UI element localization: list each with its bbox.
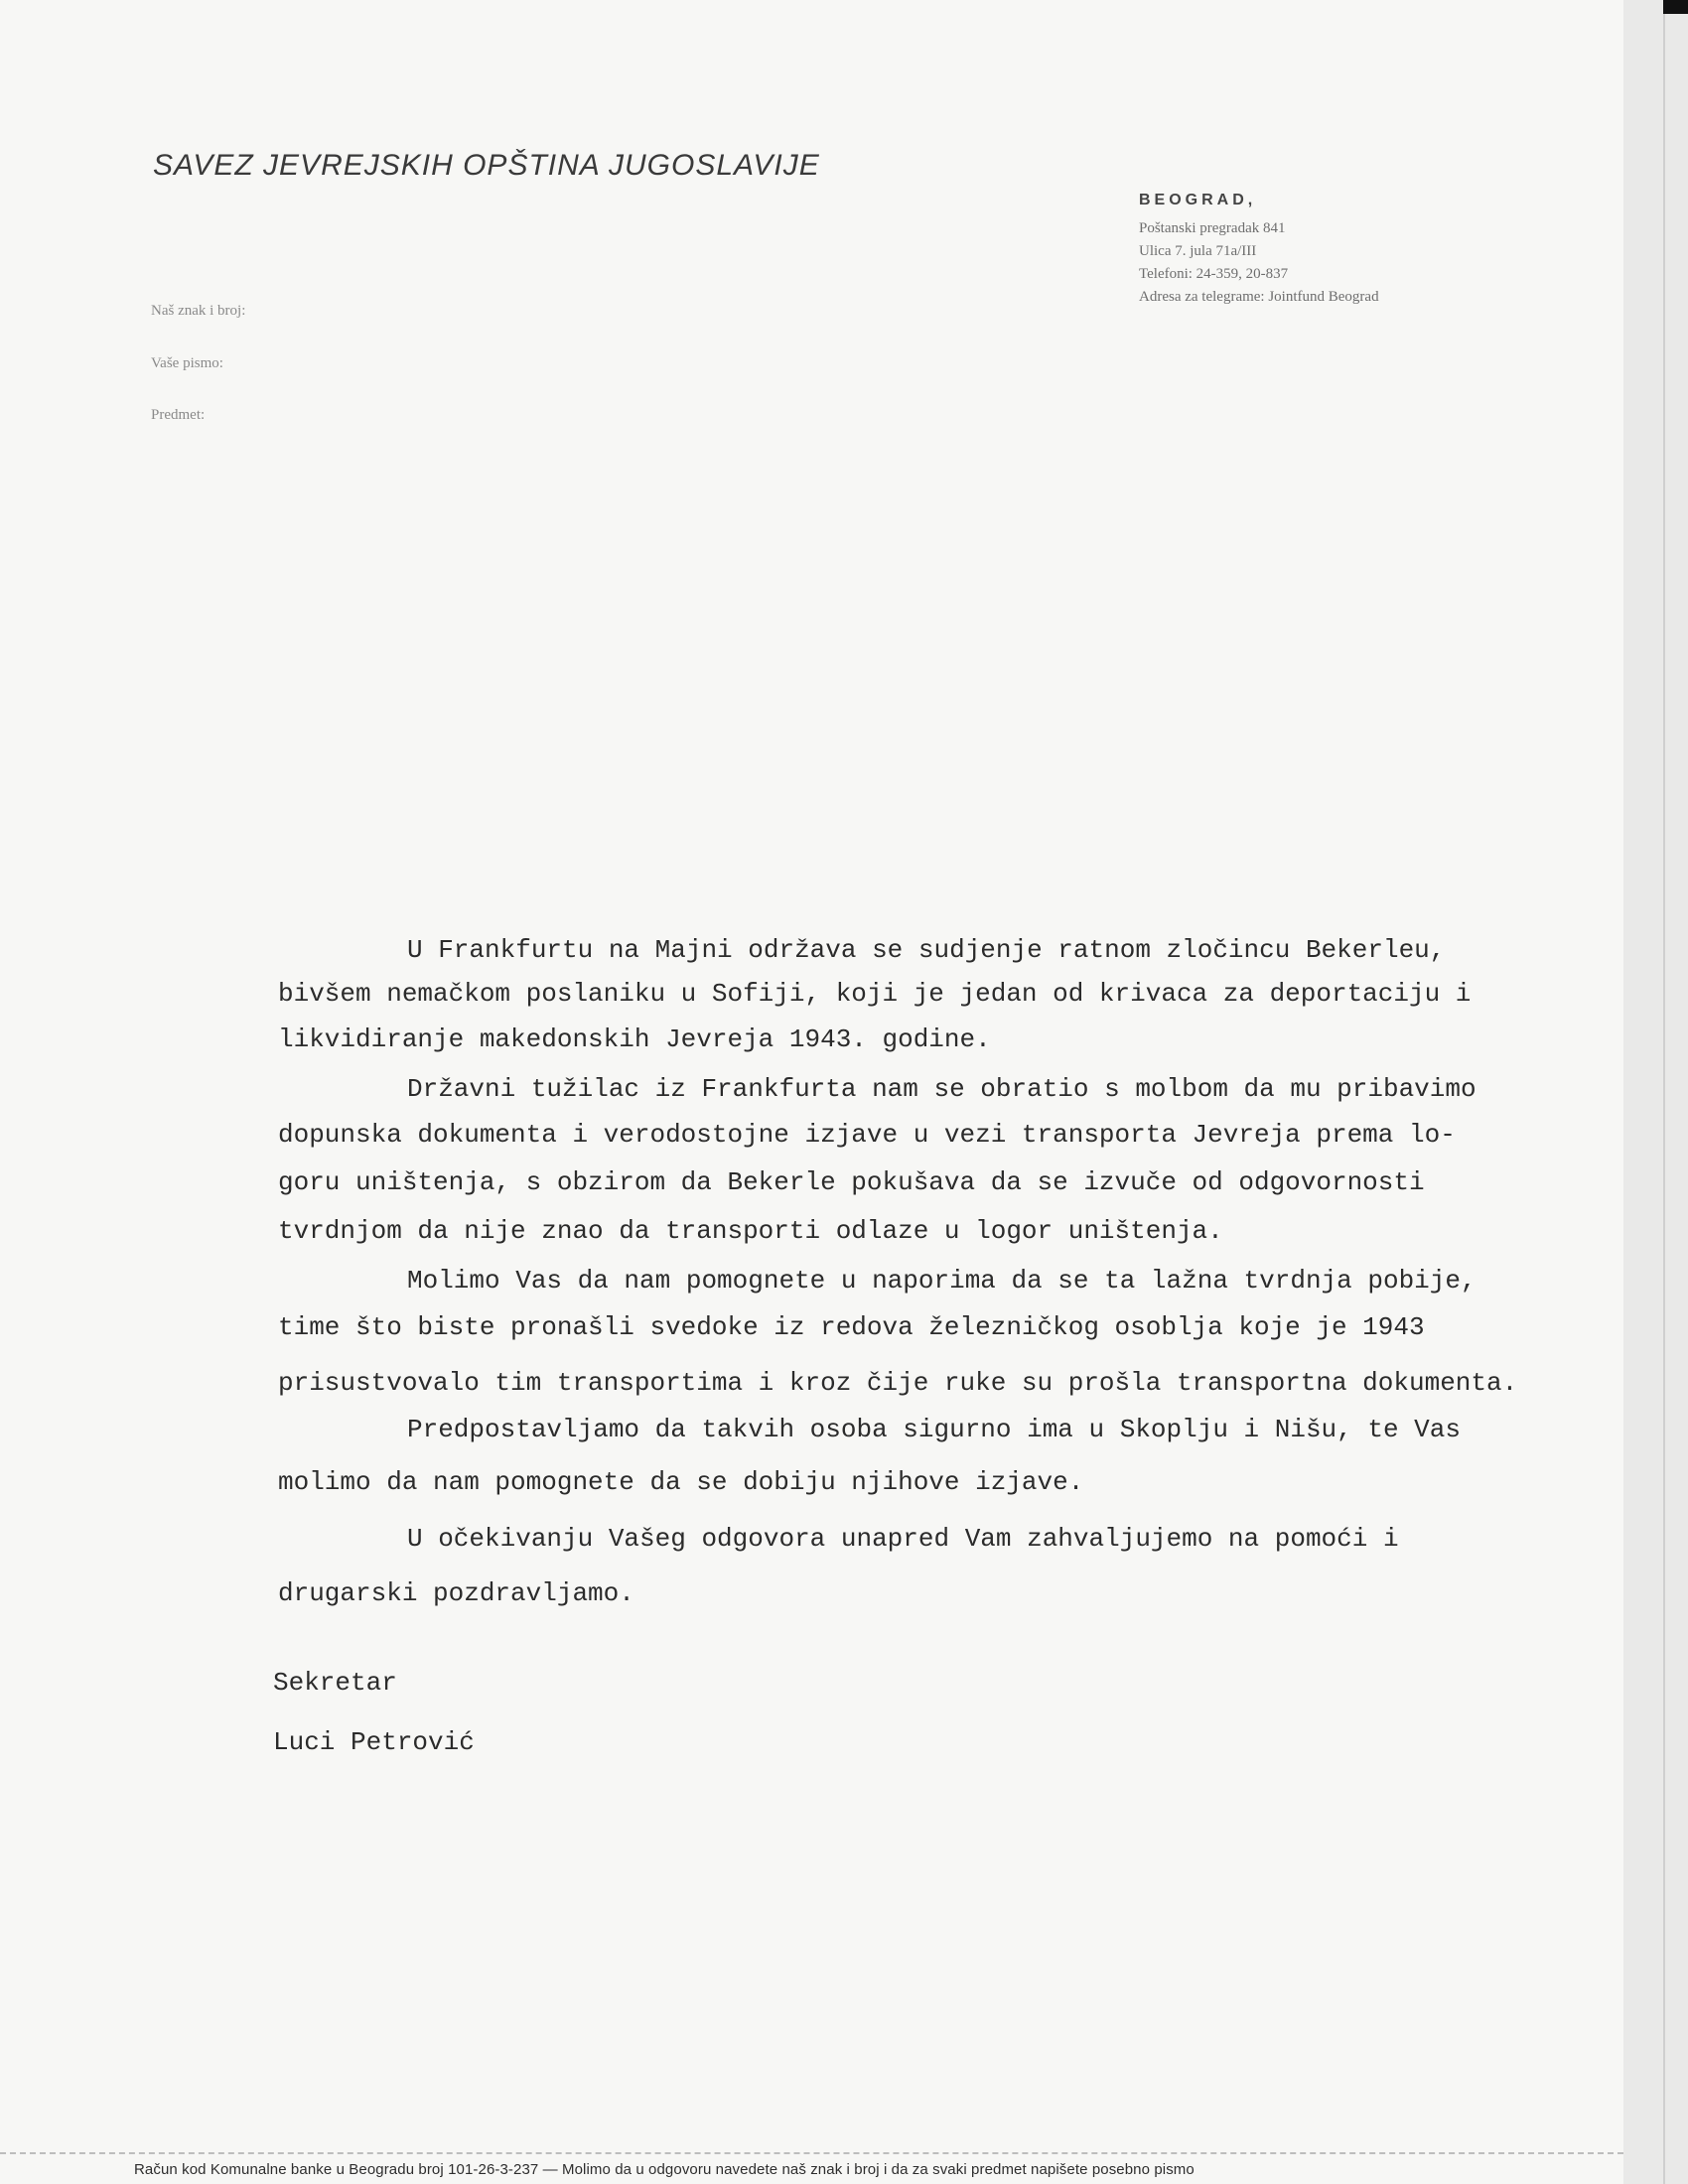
page-edge bbox=[1663, 0, 1665, 2184]
body-line: goru uništenja, s obzirom da Bekerle pokušava da se izvuče od odgovornosti bbox=[278, 1167, 1425, 1197]
address-line: Telefoni: 24-359, 20-837 bbox=[1139, 266, 1289, 282]
body-line: U očekivanju Vašeg odgovora unapred Vam zahvaljujemo na pomoći i bbox=[407, 1524, 1399, 1554]
body-line: molimo da nam pomognete da se dobiju njihove izjave. bbox=[278, 1467, 1084, 1497]
organization-name: SAVEZ JEVREJSKIH OPŠTINA JUGOSLAVIJE bbox=[153, 149, 820, 182]
subject-label: Predmet: bbox=[151, 407, 206, 423]
body-line: Molimo Vas da nam pomognete u naporima da se ta lažna tvrdnja pobije, bbox=[407, 1266, 1477, 1296]
city-name: BEOGRAD, bbox=[1139, 192, 1257, 208]
address-line: Adresa za telegrame: Jointfund Beograd bbox=[1139, 289, 1379, 305]
body-line: likvidiranje makedonskih Jevreja 1943. godine. bbox=[278, 1024, 991, 1054]
body-line: time što biste pronašli svedoke iz redova železničkog osoblja koje je 1943 bbox=[278, 1312, 1425, 1342]
reference-number-label: Naš znak i broj: bbox=[151, 303, 246, 319]
body-line: Državni tužilac iz Frankfurta nam se obratio s molbom da mu pribavimo bbox=[407, 1074, 1477, 1104]
body-line: drugarski pozdravljamo. bbox=[278, 1578, 634, 1608]
body-line: prisustvovalo tim transportima i kroz čije ruke su prošla transportna dokumenta. bbox=[278, 1368, 1518, 1398]
address-line: Ulica 7. jula 71a/III bbox=[1139, 243, 1257, 259]
scan-margin bbox=[1623, 0, 1688, 2184]
your-letter-label: Vaše pismo: bbox=[151, 355, 223, 371]
body-line: bivšem nemačkom poslaniku u Sofiji, koji je jedan od krivaca za deportaciju i bbox=[278, 979, 1472, 1009]
body-line: Predpostavljamo da takvih osoba sigurno ima u Skoplju i Nišu, te Vas bbox=[407, 1415, 1461, 1444]
footer-note: Račun kod Komunalne banke u Beogradu broj 101-26-3-237 — Molimo da u odgovoru navedete naš znak i broj i da za svaki predmet napišete posebno pismo bbox=[134, 2161, 1195, 2178]
body-line: dopunska dokumenta i verodostojne izjave u vezi transporta Jevreja prema lo- bbox=[278, 1120, 1456, 1150]
address-line: Poštanski pregradak 841 bbox=[1139, 220, 1286, 236]
signature-name: Luci Petrović bbox=[273, 1727, 475, 1757]
scan-corner-mark bbox=[1663, 0, 1688, 14]
footer-divider bbox=[0, 2152, 1623, 2155]
signature-title: Sekretar bbox=[273, 1668, 397, 1698]
body-line: U Frankfurtu na Majni održava se sudjenje ratnom zločincu Bekerleu, bbox=[407, 935, 1446, 965]
body-line: tvrdnjom da nije znao da transporti odlaze u logor uništenja. bbox=[278, 1216, 1223, 1246]
